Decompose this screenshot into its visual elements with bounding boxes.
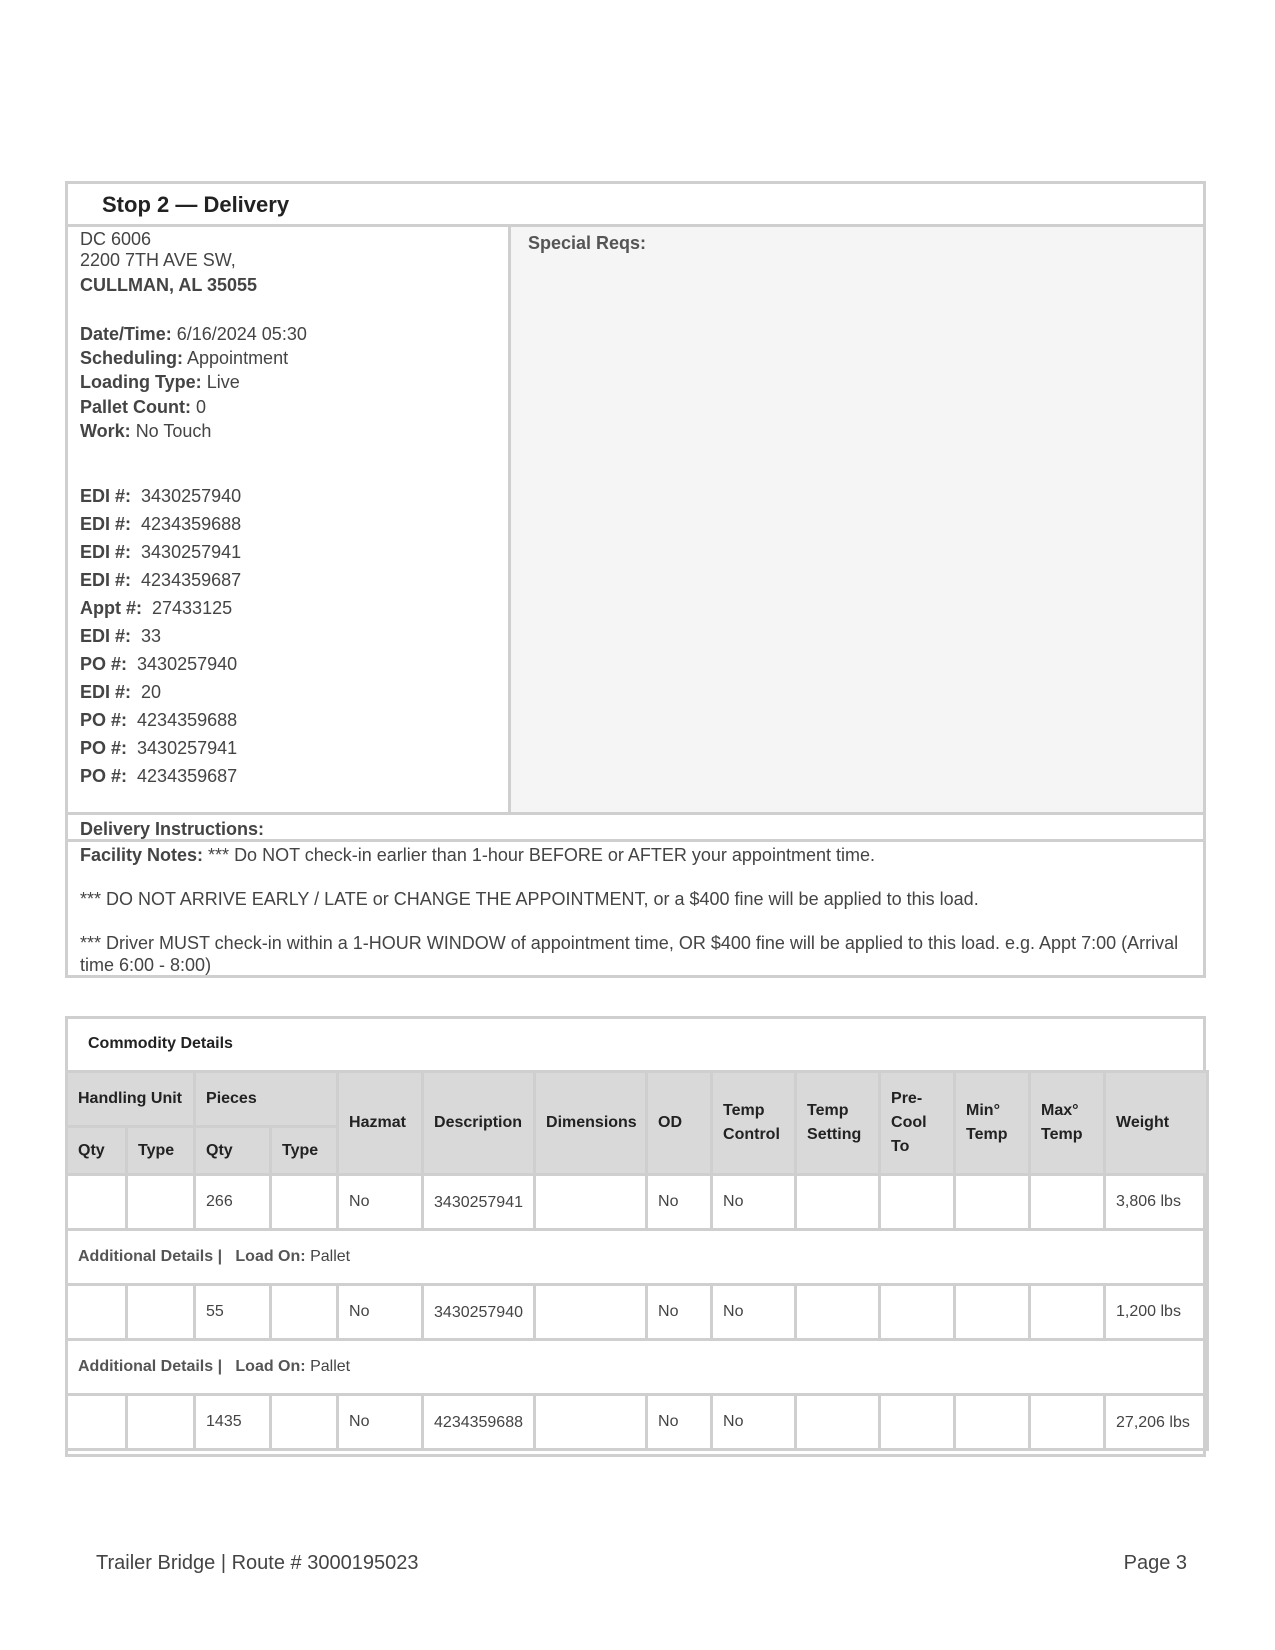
facility-note-line: *** Do NOT check-in earlier than 1-hour BEFORE or AFTER your appointment time. [208,845,875,865]
cell-pc-qty: 266 [195,1175,271,1230]
additional-details-label: Additional Details | [78,1248,223,1265]
cell-min-temp [955,1175,1030,1230]
cell-pc-qty: 55 [195,1285,271,1340]
header-hazmat: Hazmat [338,1072,423,1175]
reference-item: PO #: 3430257940 [80,654,238,674]
cell-weight: 27,206 lbs [1105,1395,1208,1450]
header-hu-type: Type [127,1127,195,1175]
cell-hazmat: No [338,1175,423,1230]
commodity-table [65,1070,1209,1451]
facility-notes [80,844,1190,998]
cell-pre-cool [880,1395,955,1450]
cell-pc-qty: 1435 [195,1395,271,1450]
header-min-temp: Min° Temp [955,1072,1030,1175]
header-description: Description [423,1072,535,1175]
facility-notes-label: Facility Notes: [80,845,204,865]
cell-pc-type [271,1285,338,1340]
cell-max-temp [1030,1285,1105,1340]
city-state-zip: CULLMAN, AL 35055 [80,275,258,295]
load-on-value: Pallet [310,1248,351,1265]
divider [68,839,1203,842]
cell-dimensions [535,1285,647,1340]
reference-item: EDI #: 4234359687 [80,570,242,590]
field-pallet-count: Pallet Count: 0 [80,397,207,417]
cell-pc-type [271,1175,338,1230]
cell-weight: 1,200 lbs [1105,1285,1208,1340]
table-row [67,1175,1208,1230]
cell-hu-type [127,1285,195,1340]
reference-item: PO #: 4234359688 [80,710,238,730]
cell-min-temp [955,1285,1030,1340]
reference-item: PO #: 3430257941 [80,738,238,758]
cell-hazmat: No [338,1285,423,1340]
cell-temp-setting [796,1175,880,1230]
cell-temp-control: No [712,1285,796,1340]
stop-section [65,181,1206,978]
reference-item: EDI #: 33 [80,626,162,646]
reference-item: EDI #: 4234359688 [80,514,242,534]
header-hu-qty: Qty [67,1127,127,1175]
table-row [67,1285,1208,1340]
header-pieces: Pieces [195,1072,338,1127]
header-handling-unit: Handling Unit [67,1072,195,1127]
cell-description: 3430257940 [423,1285,535,1340]
header-pc-type: Type [271,1127,338,1175]
reference-item: PO #: 4234359687 [80,766,238,786]
cell-pre-cool [880,1175,955,1230]
header-temp-control: Temp Control [712,1072,796,1175]
header-dimensions: Dimensions [535,1072,647,1175]
load-on-label: Load On: [235,1248,306,1265]
cell-temp-setting [796,1395,880,1450]
special-reqs-label: Special Reqs: [528,233,647,253]
cell-temp-control: No [712,1175,796,1230]
reference-item: Appt #: 27433125 [80,598,233,618]
cell-hu-type [127,1175,195,1230]
load-on-value: Pallet [310,1358,351,1375]
footer-page-number: Page 3 [1123,1552,1187,1574]
cell-dimensions [535,1175,647,1230]
cell-temp-setting [796,1285,880,1340]
cell-hu-qty [67,1175,127,1230]
header-pc-qty: Qty [195,1127,271,1175]
cell-dimensions [535,1395,647,1450]
cell-pre-cool [880,1285,955,1340]
header-temp-setting: Temp Setting [796,1072,880,1175]
cell-min-temp [955,1395,1030,1450]
field-scheduling: Scheduling: Appointment [80,348,289,368]
stop-details-column [68,227,511,812]
facility-note-line: *** DO NOT ARRIVE EARLY / LATE or CHANGE THE APPOINTMENT, or a $400 fine will be applied to this load. [80,889,979,909]
divider [68,812,1203,815]
commodity-title: Commodity Details [88,1035,233,1052]
cell-hu-qty [67,1285,127,1340]
header-max-temp: Max° Temp [1030,1072,1105,1175]
load-on-label: Load On: [235,1358,306,1375]
footer-route: Trailer Bridge | Route # 3000195023 [96,1552,419,1574]
field-work: Work: No Touch [80,421,212,441]
cell-max-temp [1030,1175,1105,1230]
location-name: DC 6006 [80,229,152,249]
reference-item: EDI #: 20 [80,682,162,702]
address-line: 2200 7TH AVE SW, [80,250,236,270]
header-od: OD [647,1072,712,1175]
stop-header [68,184,1203,227]
field-date-time: Date/Time: 6/16/2024 05:30 [80,324,307,344]
cell-hazmat: No [338,1395,423,1450]
cell-weight: 3,806 lbs [1105,1175,1208,1230]
additional-details-row [67,1340,1208,1395]
cell-temp-control: No [712,1395,796,1450]
commodity-section [65,1016,1206,1457]
cell-hu-type [127,1395,195,1450]
cell-description: 3430257941 [423,1175,535,1230]
additional-details-row [67,1230,1208,1285]
header-pre-cool-to: Pre-Cool To [880,1072,955,1175]
table-row [67,1395,1208,1450]
reference-item: EDI #: 3430257941 [80,542,242,562]
cell-hu-qty [67,1395,127,1450]
header-weight: Weight [1105,1072,1208,1175]
cell-max-temp [1030,1395,1105,1450]
field-loading-type: Loading Type: Live [80,372,240,392]
cell-description: 4234359688 [423,1395,535,1450]
cell-pc-type [271,1395,338,1450]
delivery-instructions-label: Delivery Instructions: [80,819,265,839]
facility-note-line: *** Driver MUST check-in within a 1-HOUR WINDOW of appointment time, OR $400 fine will be applied to this load. e.g. Appt 7:00 (Arrival time 6:00 - 8:00) [80,933,1179,975]
cell-od: No [647,1285,712,1340]
reference-item: EDI #: 3430257940 [80,486,242,506]
special-reqs-panel [511,227,1203,812]
stop-title: Stop 2 — Delivery [102,192,290,217]
cell-od: No [647,1175,712,1230]
cell-od: No [647,1395,712,1450]
additional-details-label: Additional Details | [78,1358,223,1375]
